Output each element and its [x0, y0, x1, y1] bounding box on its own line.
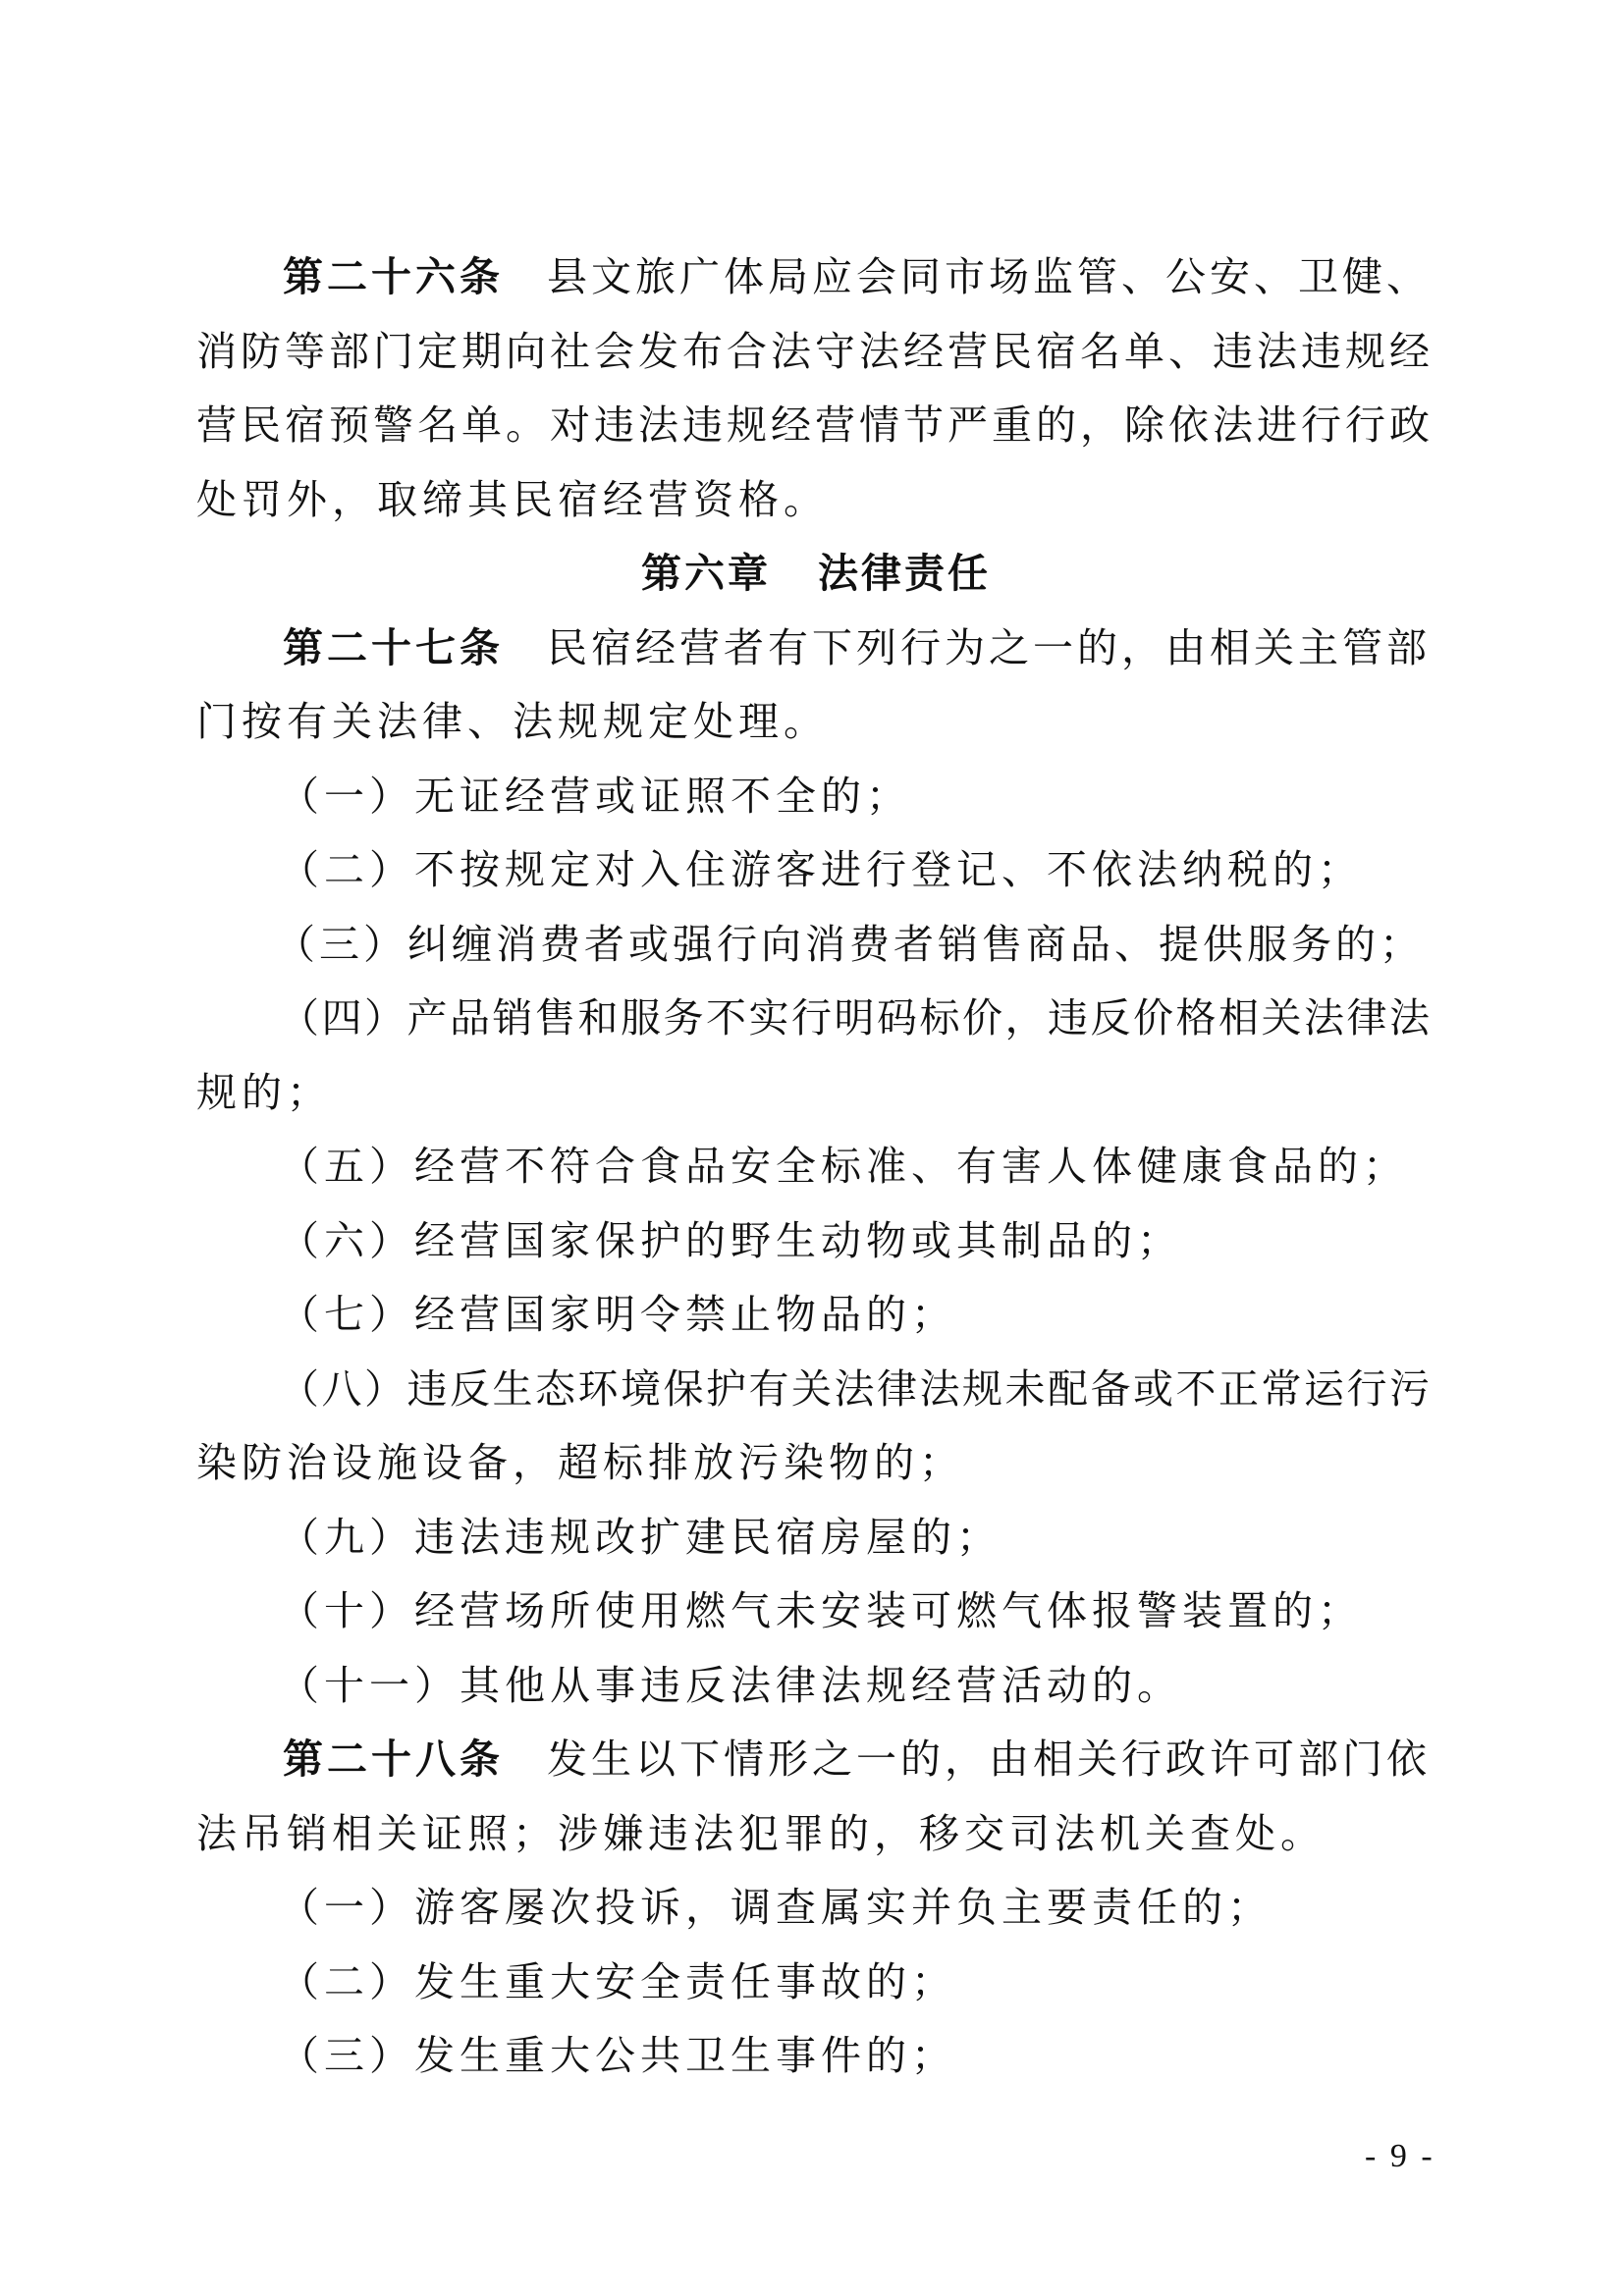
article-28-line-2: 法吊销相关证照；涉嫌违法犯罪的，移交司法机关查处。 — [196, 1809, 1326, 1857]
article-27-item-3: （三）纠缠消费者或强行向消费者销售商品、提供服务的； — [275, 920, 1424, 968]
article-27-label: 第二十七条 — [283, 623, 504, 671]
article-27-item-7: （七）经营国家明令禁止物品的； — [279, 1291, 956, 1338]
article-26-text-1: 县文旅广体局应会同市场监管、公安、卫健、 — [547, 253, 1431, 300]
article-27-line-2: 门按有关法律、法规规定处理。 — [196, 698, 829, 745]
document-body — [196, 240, 1435, 2094]
page-number: - 9 - — [1365, 2138, 1435, 2174]
article-26-label: 第二十六条 — [283, 253, 504, 300]
article-26-line-2: 消防等部门定期向社会发布合法守法经营民宿名单、违法违规经 — [196, 327, 1434, 375]
article-28-text-1: 发生以下情形之一的，由相关行政许可部门依 — [547, 1735, 1431, 1783]
article-27-item-6: （六）经营国家保护的野生动物或其制品的； — [279, 1216, 1182, 1264]
article-27-item-10: （十）经营场所使用燃气未安装可燃气体报警装置的； — [279, 1587, 1363, 1634]
article-27-item-1: （一）无证经营或证照不全的； — [279, 772, 911, 820]
article-27-item-5: （五）经营不符合食品安全标准、有害人体健康食品的； — [279, 1143, 1408, 1190]
article-26-line-3: 营民宿预警名单。对违法违规经营情节严重的，除依法进行行政 — [196, 401, 1434, 449]
article-26-line-4: 处罚外，取缔其民宿经营资格。 — [196, 475, 829, 523]
article-26-line-1 — [196, 240, 1435, 315]
article-27-text-1: 民宿经营者有下列行为之一的，由相关主管部 — [547, 623, 1431, 671]
article-28-item-2: （二）发生重大安全责任事故的； — [279, 1957, 956, 2005]
chapter-heading — [196, 537, 1435, 612]
article-28-item-1: （一）游客屡次投诉，调查属实并负主要责任的； — [279, 1884, 1272, 1931]
article-27-item-8-cont: 染防治设施设备，超标排放污染物的； — [196, 1439, 964, 1486]
article-27-item-9: （九）违法违规改扩建民宿房屋的； — [279, 1513, 1001, 1561]
article-28-line-1 — [196, 1723, 1435, 1797]
article-27-item-8: （八）违反生态环境保护有关法律法规未配备或不正常运行污 — [279, 1364, 1433, 1413]
article-27-item-4: （四）产品销售和服务不实行明码标价，违反价格相关法律法 — [279, 994, 1433, 1041]
chapter-number: 第六章 — [641, 550, 771, 597]
article-27-item-11: （十一）其他从事违反法律法规经营活动的。 — [279, 1661, 1182, 1709]
article-27-item-2: （二）不按规定对入住游客进行登记、不依法纳税的； — [279, 846, 1363, 893]
article-27-item-4-cont: 规的； — [196, 1068, 332, 1116]
chapter-title: 法律责任 — [818, 550, 991, 597]
article-28-item-3: （三）发生重大公共卫生事件的； — [279, 2032, 956, 2079]
article-27-line-1 — [196, 612, 1435, 686]
article-28-label: 第二十八条 — [283, 1735, 504, 1783]
